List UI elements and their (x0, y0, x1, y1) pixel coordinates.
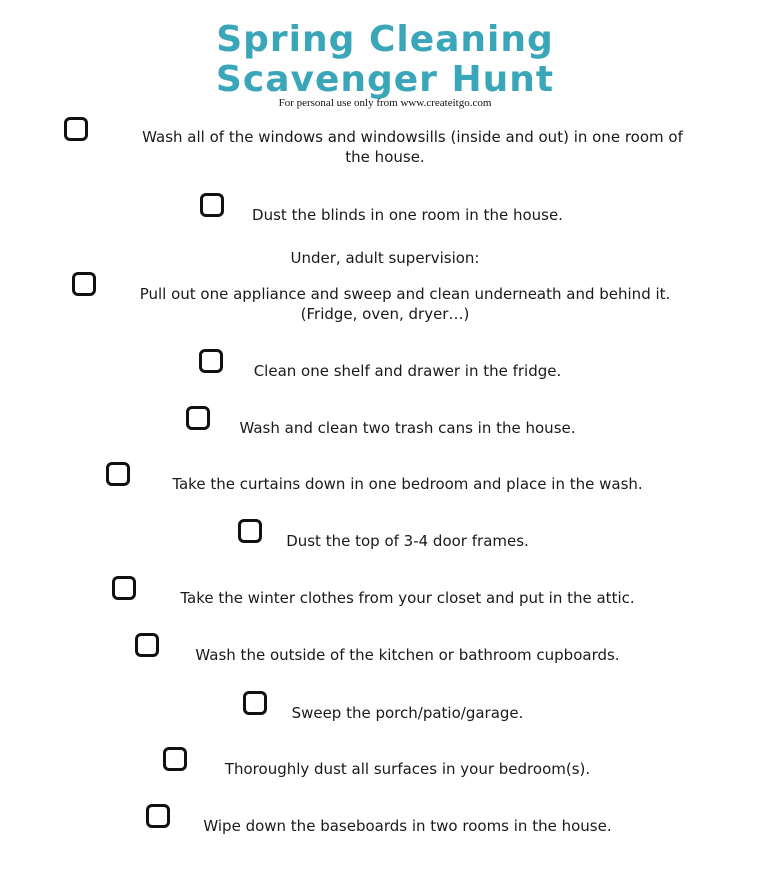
checkbox-empty-icon[interactable] (106, 462, 130, 486)
task-text: Wipe down the baseboards in two rooms in the house. (203, 817, 612, 835)
task-text: Thoroughly dust all surfaces in your bedroom(s). (224, 760, 591, 778)
task-text: Clean one shelf and drawer in the fridge. (253, 362, 562, 380)
checkbox-empty-icon[interactable] (199, 349, 223, 373)
task-text: Sweep the porch/patio/garage. (291, 704, 524, 722)
checkbox-empty-icon[interactable] (112, 576, 136, 600)
checkbox-empty-icon[interactable] (238, 519, 262, 543)
task-text: Dust the blinds in one room in the house. (252, 206, 563, 224)
checkbox-empty-icon[interactable] (163, 747, 187, 771)
task-text: Dust the top of 3-4 door frames. (286, 532, 529, 550)
task-text-continued: (Fridge, oven, dryer…) (300, 305, 470, 323)
task-item (0, 361, 770, 381)
supervision-note: Under, adult supervision: (290, 249, 480, 267)
task-item (0, 284, 770, 324)
task-item (0, 531, 770, 551)
task-item (0, 703, 770, 723)
task-item (0, 205, 770, 225)
checkbox-empty-icon[interactable] (135, 633, 159, 657)
task-text: Take the winter clothes from your closet and put in the attic. (180, 589, 635, 607)
checkbox-empty-icon[interactable] (200, 193, 224, 217)
checkbox-empty-icon[interactable] (243, 691, 267, 715)
checkbox-empty-icon[interactable] (72, 272, 96, 296)
task-item (0, 127, 770, 167)
task-text-continued: the house. (345, 148, 425, 166)
task-item (0, 816, 770, 836)
checkbox-empty-icon[interactable] (64, 117, 88, 141)
usage-note: For personal use only from www.createitgo.com (278, 97, 492, 109)
task-text: Wash all of the windows and windowsills (inside and out) in one room of (142, 128, 683, 146)
checkbox-empty-icon[interactable] (146, 804, 170, 828)
task-text: Wash and clean two trash cans in the house. (239, 419, 576, 437)
checkbox-empty-icon[interactable] (186, 406, 210, 430)
task-item (0, 588, 770, 608)
task-item (0, 474, 770, 494)
task-item (0, 645, 770, 665)
task-item (0, 418, 770, 438)
task-text: Pull out one appliance and sweep and clean underneath and behind it. (139, 285, 671, 303)
task-item (0, 759, 770, 779)
title-line-1: Spring Cleaning (216, 19, 554, 60)
task-text: Take the curtains down in one bedroom and place in the wash. (172, 475, 643, 493)
task-text: Wash the outside of the kitchen or bathroom cupboards. (195, 646, 620, 664)
title-line-2: Scavenger Hunt (215, 59, 555, 100)
